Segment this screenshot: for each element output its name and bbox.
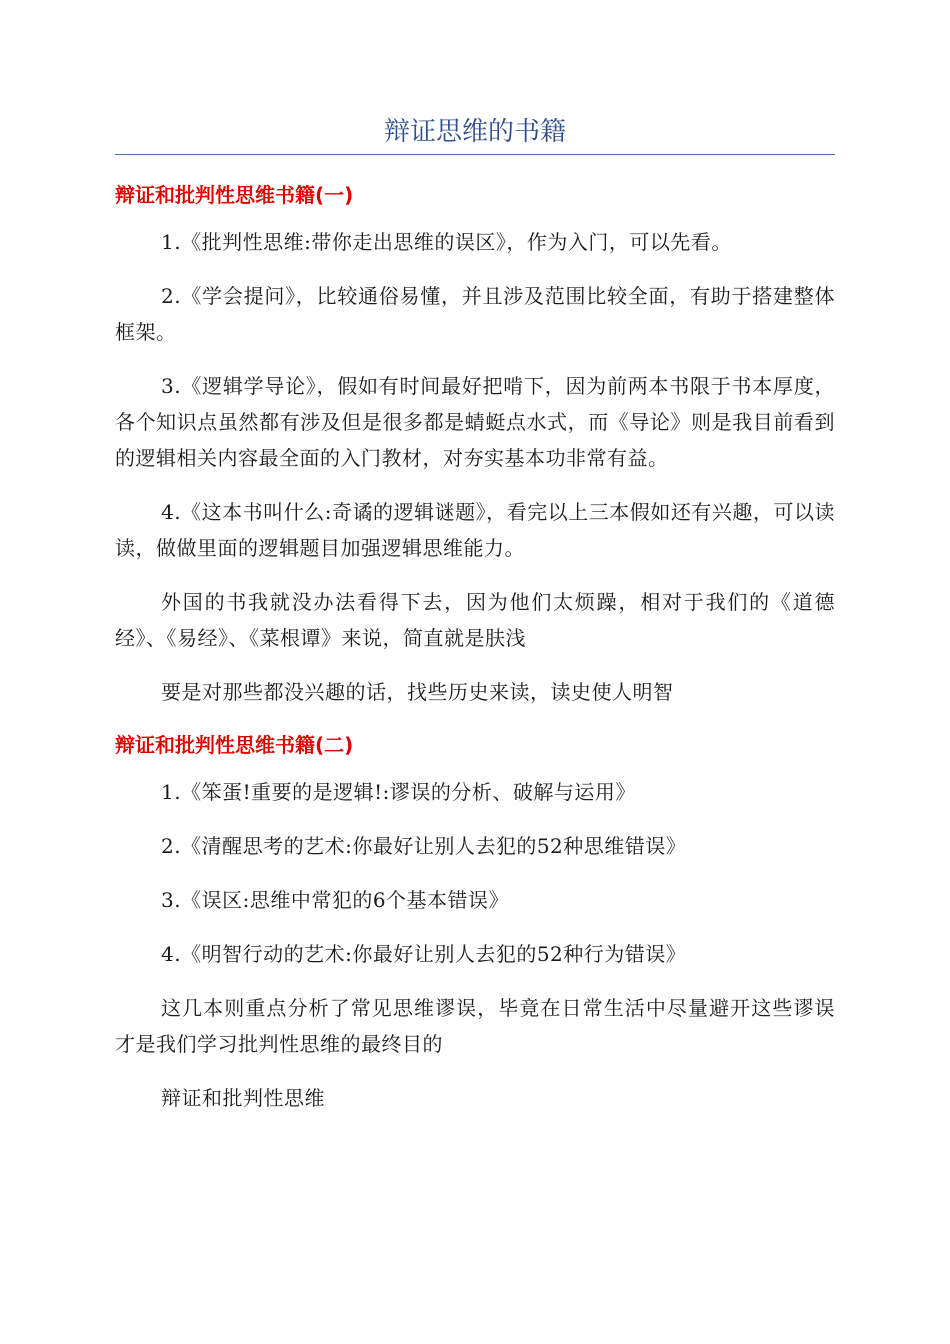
paragraph: 2.《清醒思考的艺术:你最好让别人去犯的52种思维错误》	[161, 834, 687, 858]
paragraph: 2.《学会提问》，比较通俗易懂，并且涉及范围比较全面，有助于搭建整体框架。	[115, 284, 835, 344]
paragraph: 辩证和批判性思维	[161, 1086, 325, 1110]
section-1	[115, 178, 835, 710]
paragraph: 3.《逻辑学导论》，假如有时间最好把啃下，因为前两本书限于书本厚度，各个知识点虽然都有涉及但是很多都是蜻蜓点水式，而《导论》则是我目前看到的逻辑相关内容最全面的入门教材，对夯实基本功非常有益。	[115, 374, 835, 470]
paragraph: 3.《误区:思维中常犯的6个基本错误》	[161, 888, 510, 912]
paragraph: 外国的书我就没办法看得下去，因为他们太烦躁，相对于我们的《道德经》、《易经》、《菜根谭》来说，简直就是肤浅	[115, 590, 835, 650]
paragraph: 这几本则重点分析了常见思维谬误，毕竟在日常生活中尽量避开这些谬误才是我们学习批判性思维的最终目的	[115, 996, 835, 1056]
section-heading: 辩证和批判性思维书籍(二)	[115, 733, 354, 757]
paragraph: 1.《笨蛋!重要的是逻辑!:谬误的分析、破解与运用》	[161, 780, 636, 804]
page-title: 辩证思维的书籍	[383, 117, 566, 147]
paragraph: 1.《批判性思维:带你走出思维的误区》，作为入门，可以先看。	[161, 230, 732, 254]
paragraph: 4.《明智行动的艺术:你最好让别人去犯的52种行为错误》	[161, 942, 687, 966]
title-underline	[115, 154, 835, 155]
section-heading: 辩证和批判性思维书籍(一)	[115, 183, 354, 207]
document-body	[115, 178, 835, 1134]
section-2	[115, 728, 835, 1116]
paragraph: 4.《这本书叫什么:奇谲的逻辑谜题》，看完以上三本假如还有兴趣，可以读读，做做里面的逻辑题目加强逻辑思维能力。	[115, 500, 835, 560]
paragraph: 要是对那些都没兴趣的话，找些历史来读，读史使人明智	[161, 680, 674, 704]
